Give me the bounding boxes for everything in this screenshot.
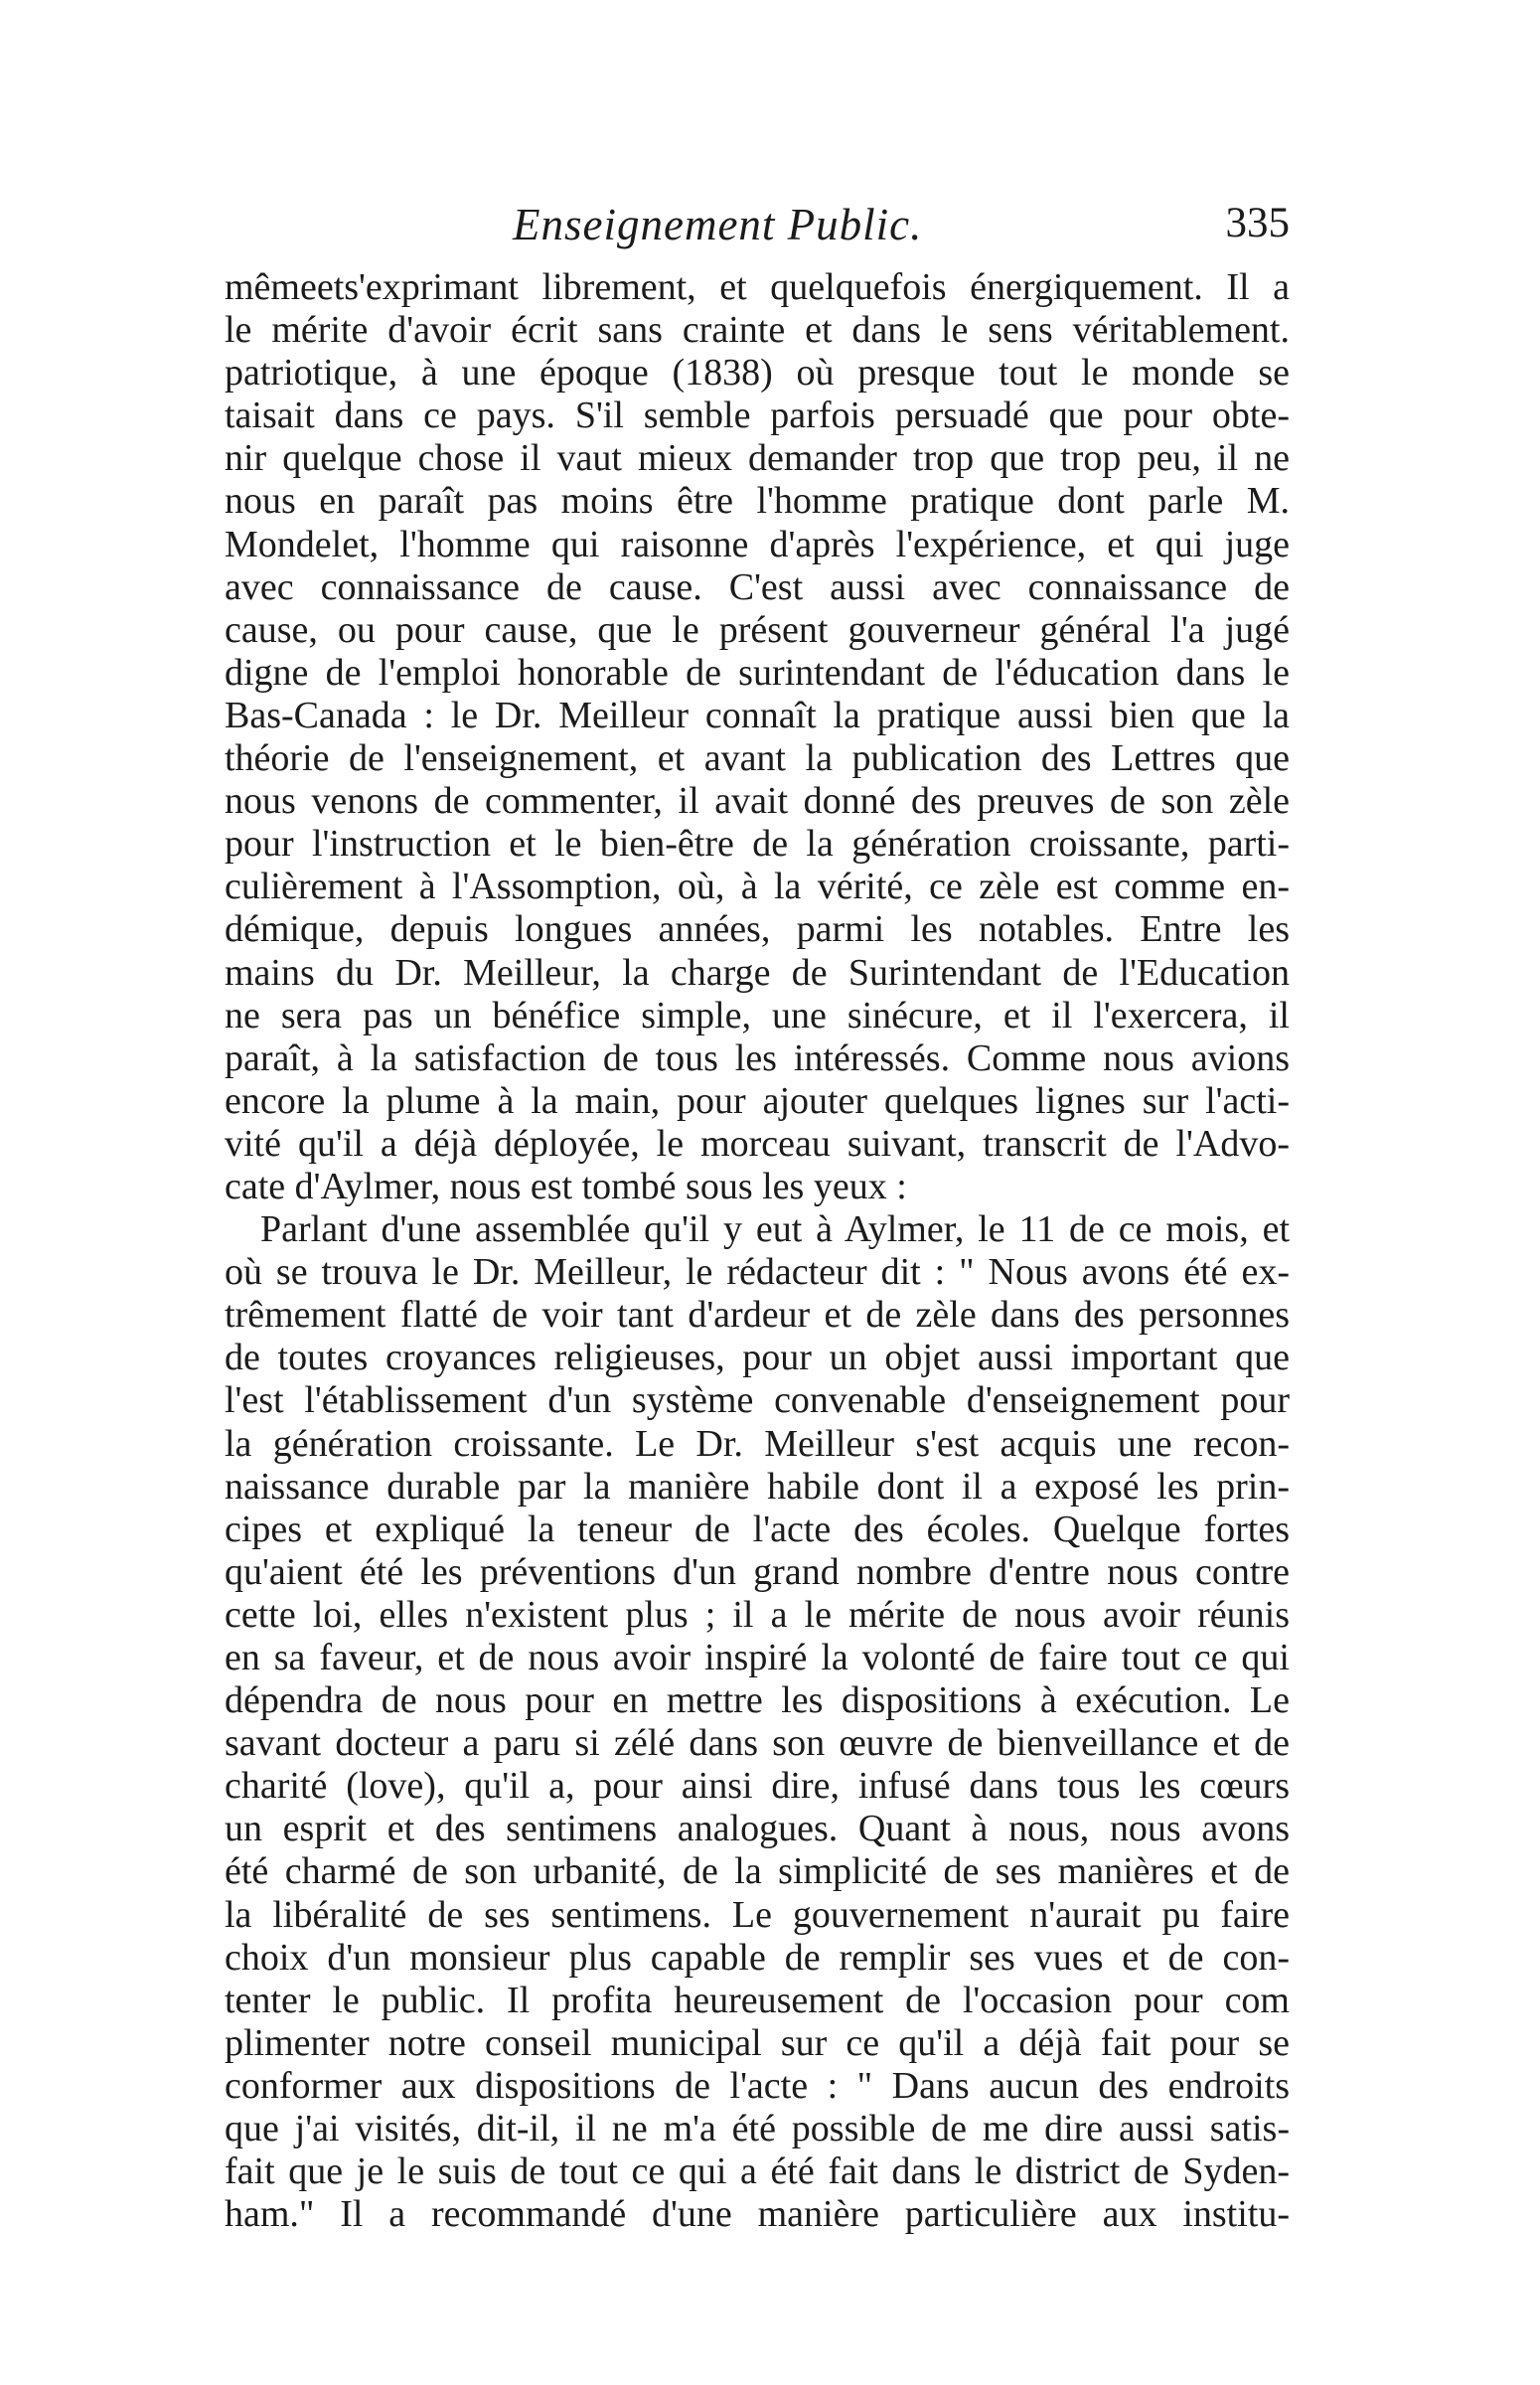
text-line: la libéralité de ses sentimens. Le gouvernement n'aurait pu faire (225, 1893, 1290, 1936)
text-line: mains du Dr. Meilleur, la charge de Surintendant de l'Education (225, 951, 1290, 994)
text-line: encore la plume à la main, pour ajouter quelques lignes sur l'acti- (225, 1079, 1290, 1122)
text-line: nir quelque chose il vaut mieux demander trop que trop peu, il ne (225, 437, 1290, 480)
text-line: dépendra de nous pour en mettre les dispositions à exécution. Le (225, 1679, 1290, 1722)
text-line: digne de l'emploi honorable de surintendant de l'éducation dans le (225, 651, 1290, 694)
text-line: choix d'un monsieur plus capable de remplir ses vues et de con- (225, 1936, 1290, 1979)
text-line: mêmeets'exprimant librement, et quelquefois énergiquement. Il a (225, 266, 1290, 308)
text-line: conformer aux dispositions de l'acte : " Dans aucun des endroits (225, 2064, 1290, 2107)
text-line: naissance durable par la manière habile dont il a exposé les prin- (225, 1465, 1290, 1508)
text-line: tenter le public. Il profita heureusement de l'occasion pour com (225, 1979, 1290, 2021)
text-line: taisait dans ce pays. S'il semble parfois persuadé que pour obte- (225, 395, 1290, 437)
text-line: ham." Il a recommandé d'une manière particulière aux institu- (225, 2193, 1290, 2236)
running-title: Enseignement Public. (513, 200, 923, 249)
page-header (225, 199, 1290, 262)
text-line: cipes et expliqué la teneur de l'acte des écoles. Quelque fortes (225, 1508, 1290, 1550)
text-line: la génération croissante. Le Dr. Meilleur s'est acquis une recon- (225, 1422, 1290, 1465)
text-line: ne sera pas un bénéfice simple, une sinécure, et il l'exercera, il (225, 994, 1290, 1036)
text-line: un esprit et des sentimens analogues. Quant à nous, nous avons (225, 1808, 1290, 1850)
text-line: théorie de l'enseignement, et avant la publication des Lettres que (225, 737, 1290, 780)
text-line: plimenter notre conseil municipal sur ce qu'il a déjà fait pour se (225, 2021, 1290, 2064)
text-line: nous en paraît pas moins être l'homme pratique dont parle M. (225, 480, 1290, 523)
text-line: charité (love), qu'il a, pour ainsi dire, infusé dans tous les cœurs (225, 1765, 1290, 1808)
text-line: Bas-Canada : le Dr. Meilleur connaît la pratique aussi bien que la (225, 694, 1290, 736)
text-line: cate d'Aylmer, nous est tombé sous les yeux : (225, 1165, 907, 1207)
text-line: vité qu'il a déjà déployée, le morceau suivant, transcrit de l'Advo- (225, 1122, 1290, 1165)
page-number: 335 (1225, 200, 1290, 246)
text-line: trêmement flatté de voir tant d'ardeur et de zèle dans des personnes (225, 1294, 1290, 1337)
text-line: patriotique, à une époque (1838) où presque tout le monde se (225, 352, 1290, 395)
text-line: Mondelet, l'homme qui raisonne d'après l'expérience, et qui juge (225, 523, 1290, 565)
text-line: avec connaissance de cause. C'est aussi avec connaissance de (225, 565, 1290, 608)
text-line: le mérite d'avoir écrit sans crainte et dans le sens véritablement. (225, 309, 1290, 352)
text-line: qu'aient été les préventions d'un grand nombre d'entre nous contre (225, 1550, 1290, 1593)
text-line: savant docteur a paru si zélé dans son œuvre de bienveillance et de (225, 1722, 1290, 1765)
text-line: que j'ai visités, dit-il, il ne m'a été possible de me dire aussi satis- (225, 2108, 1290, 2150)
text-line: l'est l'établissement d'un système convenable d'enseignement pour (225, 1379, 1290, 1422)
text-line: de toutes croyances religieuses, pour un objet aussi important que (225, 1337, 1290, 1379)
text-line: fait que je le suis de tout ce qui a été fait dans le district de Syden- (225, 2150, 1290, 2193)
text-line: pour l'instruction et le bien-être de la génération croissante, parti- (225, 823, 1290, 866)
text-line: culièrement à l'Assomption, où, à la vérité, ce zèle est comme en- (225, 866, 1290, 908)
text-line: Parlant d'une assemblée qu'il y eut à Aylmer, le 11 de ce mois, et (260, 1208, 1290, 1251)
text-line: où se trouva le Dr. Meilleur, le rédacteur dit : " Nous avons été ex- (225, 1251, 1290, 1294)
text-line: nous venons de commenter, il avait donné des preuves de son zèle (225, 780, 1290, 823)
text-line: paraît, à la satisfaction de tous les intéressés. Comme nous avions (225, 1036, 1290, 1079)
text-line: démique, depuis longues années, parmi les notables. Entre les (225, 908, 1290, 951)
text-line: cette loi, elles n'existent plus ; il a le mérite de nous avoir réunis (225, 1593, 1290, 1636)
text-line: été charmé de son urbanité, de la simplicité de ses manières et de (225, 1850, 1290, 1893)
body-text (225, 266, 1290, 2236)
text-line: cause, ou pour cause, que le présent gouverneur général l'a jugé (225, 608, 1290, 651)
text-line: en sa faveur, et de nous avoir inspiré la volonté de faire tout ce qui (225, 1637, 1290, 1678)
